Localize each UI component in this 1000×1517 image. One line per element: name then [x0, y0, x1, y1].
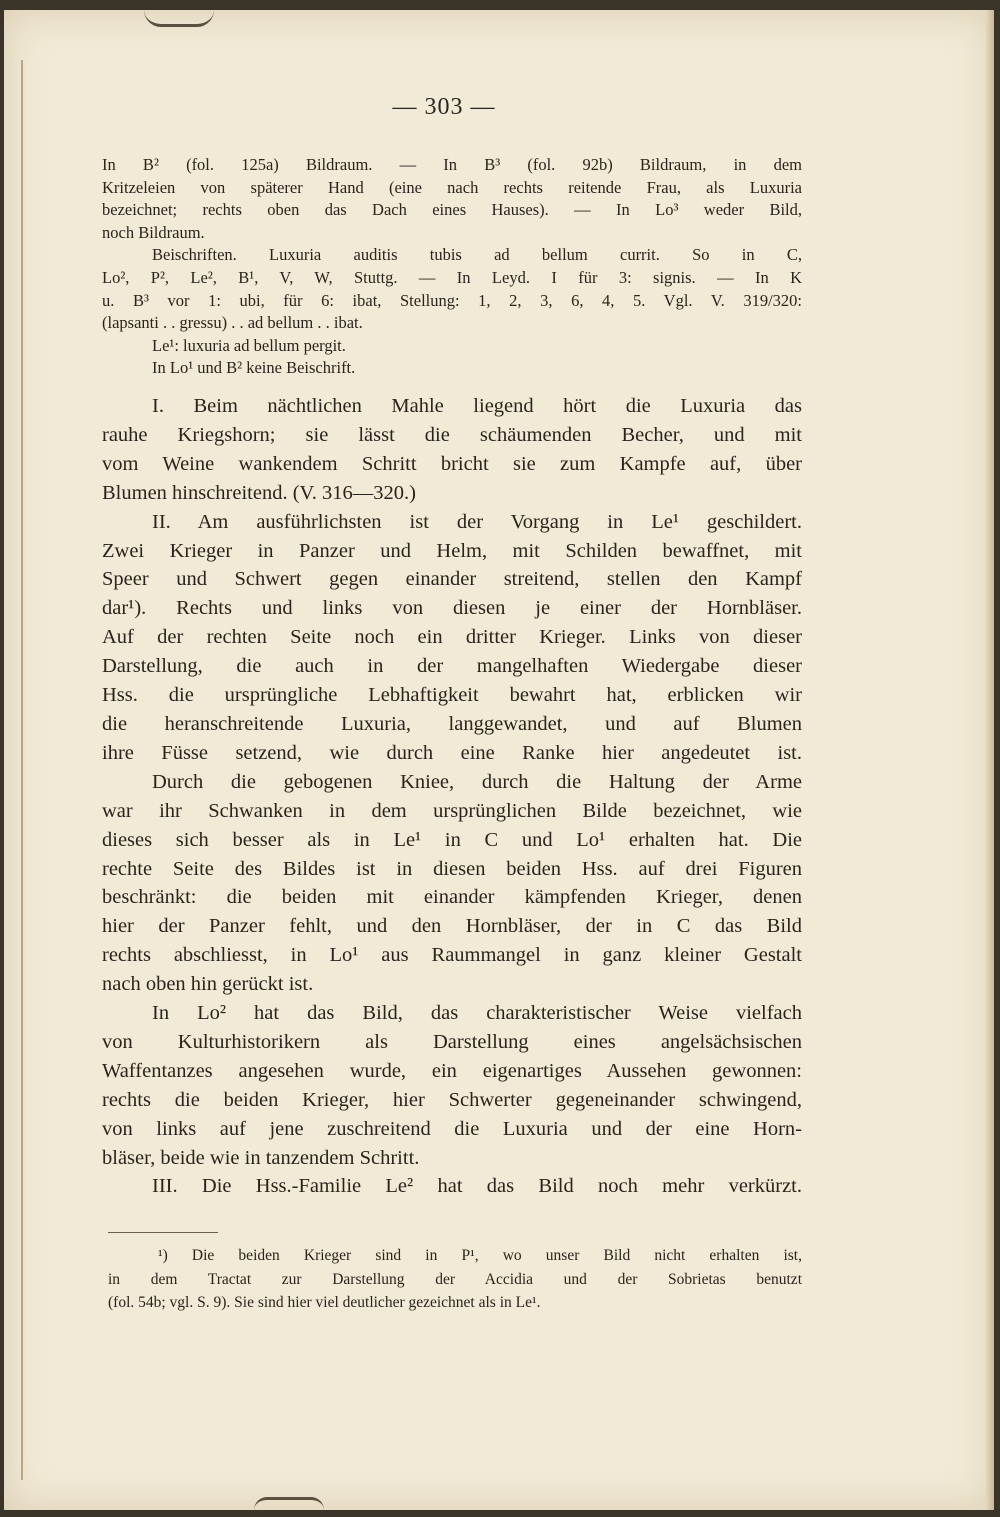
- body-line: rauhe Kriegshorn; sie lässt die schäumenden Becher, und mit: [102, 423, 802, 446]
- notes-line: bezeichnet; rechts oben das Dach eines Hauses). — In Lo³ weder Bild,: [102, 200, 802, 220]
- notes-line: In Lo¹ und B² keine Beischrift.: [152, 358, 356, 378]
- body-line: ihre Füsse setzend, wie durch eine Ranke hier angedeutet ist.: [102, 741, 802, 764]
- apparatus-notes: [102, 154, 802, 380]
- body-line: hier der Panzer fehlt, und den Hornbläser, der in C das Bild: [102, 915, 802, 938]
- body-line: vom Weine wankendem Schritt bricht sie zum Kampfe auf, über: [102, 452, 802, 475]
- notes-line: Lo², P², Le², B¹, V, W, Stuttg. — In Leyd. I für 3: signis. — In K: [102, 267, 802, 287]
- footnote-line: ¹) Die beiden Krieger sind in P¹, wo unser Bild nicht erhalten ist,: [158, 1247, 802, 1264]
- footnote: [108, 1244, 802, 1315]
- notes-line: Beischriften. Luxuria auditis tubis ad bellum currit. So in C,: [152, 245, 802, 265]
- body-line: In Lo² hat das Bild, das charakteristischer Weise vielfach: [152, 1002, 802, 1025]
- binding-mark-bottom: [254, 1497, 324, 1510]
- body-line: war ihr Schwanken in dem ursprünglichen Bilde bezeichnet, wie: [102, 799, 802, 822]
- notes-line: Kritzeleien von späterer Hand (eine nach rechts reitende Frau, als Luxuria: [102, 177, 802, 197]
- notes-line: (lapsanti . . gressu) . . ad bellum . . ibat.: [102, 313, 363, 333]
- notes-line: u. B³ vor 1: ubi, für 6: ibat, Stellung: 1, 2, 3, 6, 4, 5. Vgl. V. 319/320:: [102, 290, 802, 310]
- body-line: Auf der rechten Seite noch ein dritter Krieger. Links von dieser: [102, 626, 802, 649]
- notes-line: noch Bildraum.: [102, 222, 205, 242]
- footnote-rule: [108, 1232, 218, 1233]
- notes-line: In B² (fol. 125a) Bildraum. — In B³ (fol. 92b) Bildraum, in dem: [102, 155, 802, 174]
- body-line: Blumen hinschreitend. (V. 316—320.): [102, 481, 416, 504]
- body-line: bläser, beide wie in tanzendem Schritt.: [102, 1146, 420, 1169]
- body-line: dar¹). Rechts und links von diesen je einer der Hornbläser.: [102, 597, 802, 620]
- body-line: von Kulturhistorikern als Darstellung eines angelsächsischen: [102, 1030, 802, 1053]
- page-edge: [986, 10, 994, 1510]
- body-line: III. Die Hss.-Familie Le² hat das Bild noch mehr verkürzt.: [152, 1175, 802, 1198]
- body-line: rechts abschliesst, in Lo¹ aus Raummangel in ganz kleiner Gestalt: [102, 944, 802, 967]
- body-line: rechts die beiden Krieger, hier Schwerter gegeneinander schwingend,: [102, 1088, 802, 1111]
- body-line: dieses sich besser als in Le¹ in C und Lo¹ erhalten hat. Die: [102, 828, 802, 851]
- body-line: I. Beim nächtlichen Mahle liegend hört die Luxuria das: [152, 395, 802, 417]
- page-number: — 303 —: [392, 94, 496, 120]
- notes-line: Le¹: luxuria ad bellum pergit.: [152, 335, 346, 355]
- body-text: [102, 392, 802, 1201]
- body-line: Durch die gebogenen Kniee, durch die Haltung der Arme: [152, 770, 802, 793]
- footnote-line: (fol. 54b; vgl. S. 9). Sie sind hier viel deutlicher gezeichnet als in Le¹.: [108, 1294, 541, 1311]
- body-line: beschränkt: die beiden mit einander kämpfenden Krieger, denen: [102, 886, 802, 909]
- body-line: Waffentanzes angesehen wurde, ein eigenartiges Aussehen gewonnen:: [102, 1059, 802, 1082]
- body-line: Speer und Schwert gegen einander streitend, stellen den Kampf: [102, 568, 802, 591]
- body-line: von links auf jene zuschreitend die Luxuria und der eine Horn-: [102, 1117, 802, 1140]
- book-page: [4, 10, 994, 1510]
- body-line: die heranschreitende Luxuria, langgewandet, und auf Blumen: [102, 712, 802, 735]
- body-line: Darstellung, die auch in der mangelhaften Wiedergabe dieser: [102, 655, 802, 678]
- body-line: nach oben hin gerückt ist.: [102, 973, 314, 996]
- body-line: II. Am ausführlichsten ist der Vorgang in Le¹ geschildert.: [152, 510, 802, 533]
- footnote-line: in dem Tractat zur Darstellung der Accidia und der Sobrietas benutzt: [108, 1270, 802, 1288]
- body-line: Hss. die ursprüngliche Lebhaftigkeit bewahrt hat, erblicken wir: [102, 684, 802, 707]
- body-line: rechte Seite des Bildes ist in diesen beiden Hss. auf drei Figuren: [102, 857, 802, 880]
- binding-mark-top: [144, 10, 214, 27]
- body-line: Zwei Krieger in Panzer und Helm, mit Schilden bewaffnet, mit: [102, 539, 802, 562]
- page-gutter-line: [21, 60, 23, 1480]
